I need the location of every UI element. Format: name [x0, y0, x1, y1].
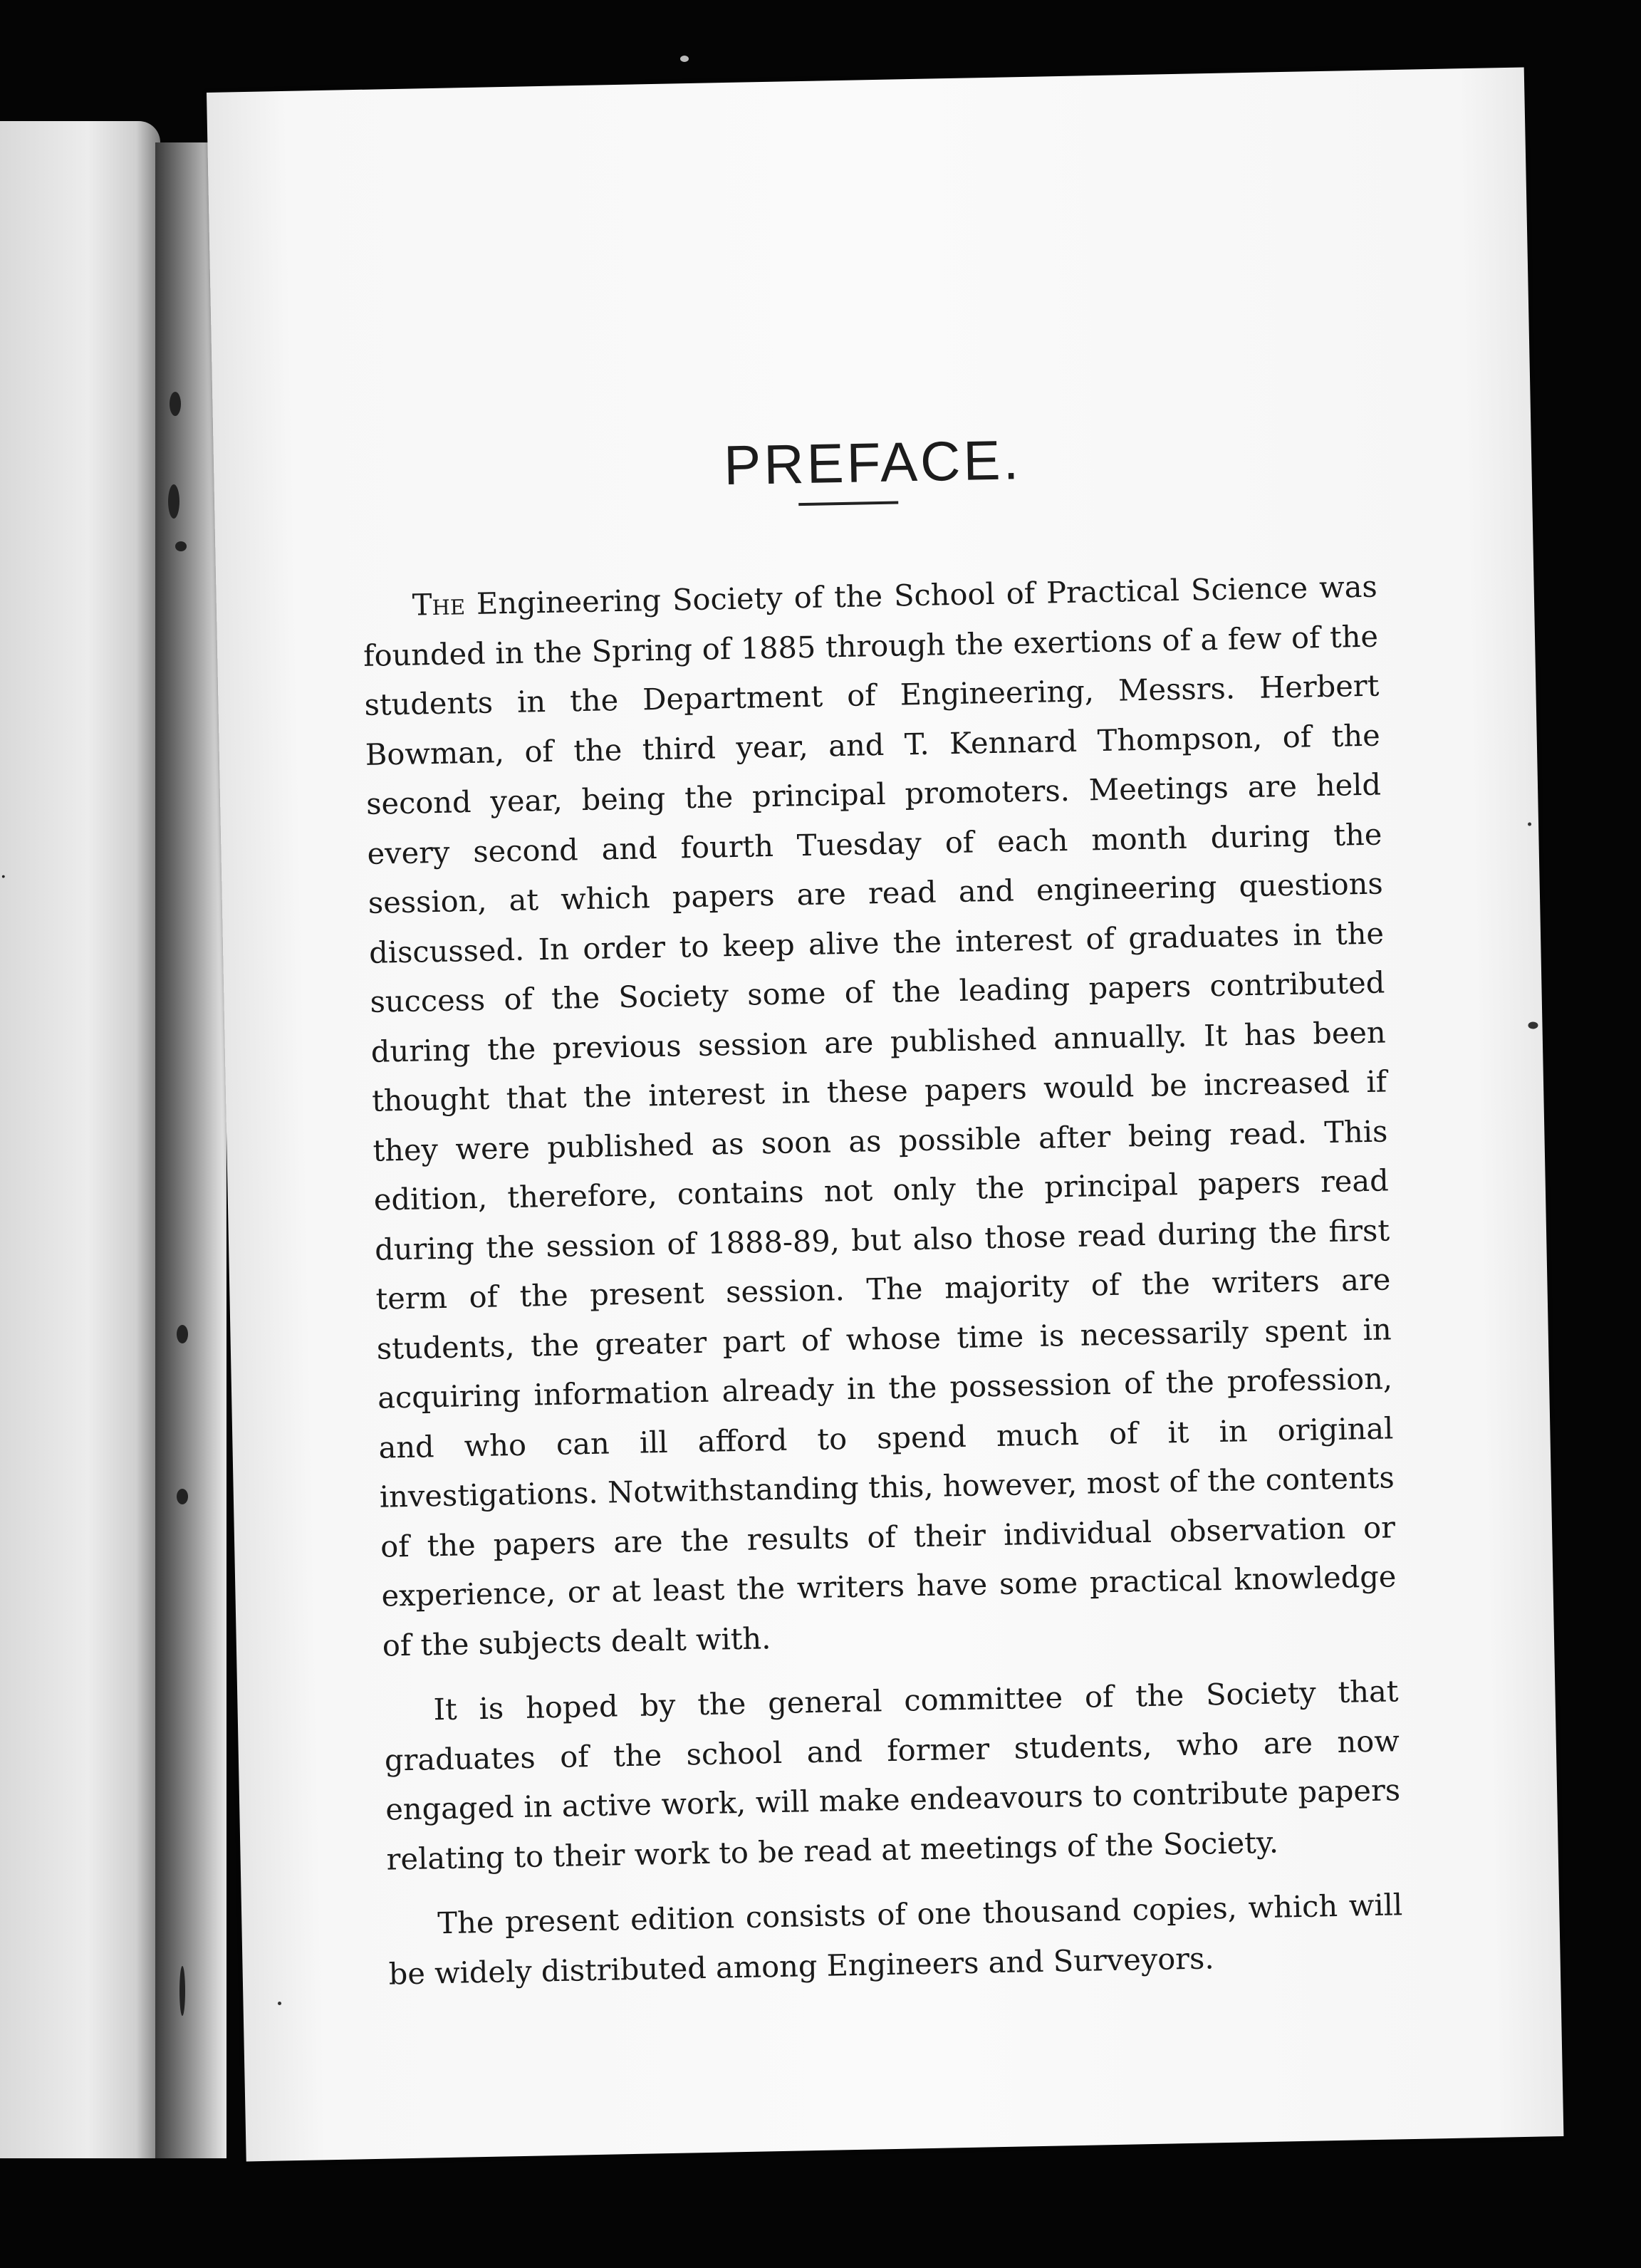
paragraph-1 — [362, 562, 1397, 1670]
binding-spot — [177, 1325, 188, 1343]
preface-body — [362, 562, 1404, 2014]
paragraph-text: It is hoped by the general committee of the Society that graduates of the school and former students, who are now engaged in active work, will make endeavours to contribute papers relating to their work to be read at meetings of the Society. — [384, 1673, 1401, 1877]
page-edge-mark: . — [0, 858, 7, 883]
binding-spot — [175, 541, 187, 551]
binding-spot — [168, 484, 179, 519]
binding-spot — [179, 1966, 185, 2016]
dust-speck — [278, 2002, 281, 2005]
title-rule — [798, 501, 898, 506]
dust-speck — [1528, 822, 1531, 826]
preface-page — [207, 67, 1563, 2161]
paragraph-2 — [383, 1666, 1402, 1883]
binding-spot — [177, 1489, 188, 1504]
paragraph-text: Engineering Society of the School of Practical Science was founded in the Spring of 1885 through the exertions of a few of the students in the Department of Engineering, Messrs. Herbert Bowman, of the third year, and T. Kennard Thompson, of the second year, being the principal promoters. Meetings are held every second and fourth Tuesday of each month during the session, at which papers are read and engineering questions discussed. In order to keep alive the interest of graduates in the success of the Society some of the leading papers contributed during the previous session are published annually. It has been thought that the interest in these papers would be increased if they were published as soon as possible after being read. This edition, therefore, contains not only the principal papers read during the session of 1888-89, but also those read during the first term of the present session. The majority of the writers are students, the greater part of whose time is necessarily spent in acquiring information already in the possession of the profession, and who can ill afford to spend much of it in original investigations. Notwithstanding this, however, most of the contents of the papers are the results of their individual observation or experience, or at least the writers have some practical knowledge of the subjects dealt with. — [363, 568, 1397, 1663]
paragraph-text: The present edition consists of one thousand copies, which will be widely distributed among Engineers and Surveyors. — [388, 1887, 1403, 1992]
binding-spot — [170, 392, 181, 416]
left-facing-page — [0, 121, 160, 2158]
paragraph-3 — [387, 1880, 1404, 1998]
dust-speck — [680, 56, 689, 62]
paragraph-lead-word: The — [412, 586, 466, 623]
dust-speck — [1528, 1021, 1538, 1029]
page-title: PREFACE. — [723, 428, 1022, 497]
